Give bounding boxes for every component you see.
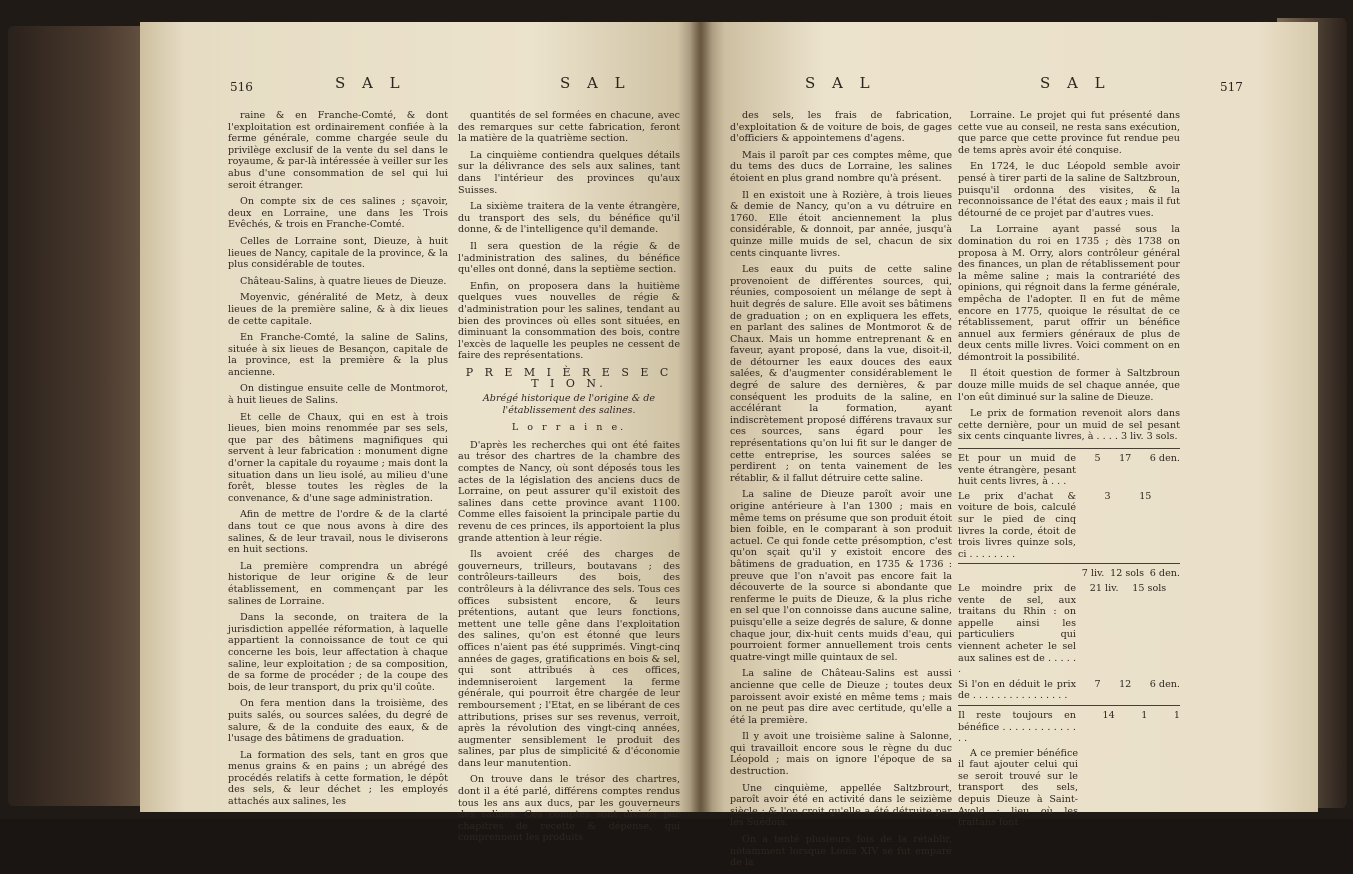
paragraph: On fera mention dans la troisième, des puits salés, ou sources salées, du degré de salure, & de la conduite des eaux, & de l'usage des bâtimens de graduation. bbox=[228, 698, 448, 745]
paragraph: Et celle de Chaux, qui en est à trois lieues, bien moins renommée par ses sels, que par des bâtimens magnifiques qui servent à leur fabrication : monument digne d'orner la capitale du royaume ; mais dont la situation dans un lieu isolé, au milieu d'une forêt, blesse toutes les règles de la convenance, & d'une sage administration. bbox=[228, 411, 448, 504]
paragraph: En 1724, le duc Léopold semble avoir pensé à tirer parti de la saline de Saltzbroun, puisqu'il ordonna des visites, & la reconnoissance de l'état des eaux ; mais il fut détourné de ce projet par d'autres vues. bbox=[958, 161, 1180, 219]
paragraph: La cinquième contiendra quelques détails sur la délivrance des sels aux salines, tant dans l'intérieur des provinces qu'aux Suisses. bbox=[458, 149, 680, 196]
paragraph: Les eaux du puits de cette saline provenoient de différentes sources, qui, réunies, composoient un mélange de sept à huit degrés de salure. Elle avoit ses bâtimens de graduation ; on en expliquera les effets, en parlant des salines de Montmorot & de Chaux. Mais un homme entreprenant & en faveur, ayant proposé, dans la vue, disoit-il, de détourner les eaux douces des eaux salées, & d'augmenter considérablement le degré de salure des dernières, & par conséquent les produits de la saline, en accélérant la formation, ayant indiscrètement proposé différens travaux sur ces sources, sans égard pour les représentations qu'on lui fit sur le danger de cette entreprise, les sources salées se perdirent ; on tenta vainement de les rétablir, & il fallut détruire cette saline. bbox=[730, 264, 952, 484]
book-cover-left bbox=[8, 26, 158, 806]
section-title: P R E M I È R E S E C T I O N. bbox=[465, 365, 673, 391]
price-row: Le moindre prix de vente de sel, aux traitans du Rhin : on appelle ainsi les particuliers qui viennent acheter le sel aux salines est de . . . . . . 21 liv. 15 sols bbox=[958, 582, 1167, 676]
running-head-left-2: S A L bbox=[560, 74, 631, 92]
paragraph: Dans la seconde, on traitera de la jurisdiction appellée réformation, à laquelle appartient la connoissance de tout ce qui concerne les bois, leur affectation à chaque saline, leur exploitation ; de sa composition, de sa forme de procéder ; de la coupe des bois, de leur transport, du prix qu'il coûte. bbox=[228, 612, 448, 693]
running-head-left-1: S A L bbox=[335, 74, 406, 92]
running-head-right-2: S A L bbox=[1040, 74, 1111, 92]
price-row: Et pour un muid de vente étrangère, pesant huit cents livres, à . . . 5 17 6 den. bbox=[958, 453, 1180, 488]
right-page bbox=[700, 22, 1318, 869]
page-number-left: 516 bbox=[230, 80, 253, 94]
running-head-right-1: S A L bbox=[805, 74, 876, 92]
paragraph: Moyenvic, généralité de Metz, à deux lieues de la première saline, & à dix lieues de cette capitale. bbox=[228, 292, 448, 327]
paragraph: Il y avoit une troisième saline à Salonne, qui travailloit encore sous le règne du duc Léopold ; mais on ignore l'époque de sa destruction. bbox=[730, 731, 952, 778]
paragraph: Le prix de formation revenoit alors dans cette dernière, pour un muid de sel pesant six cents cinquante livres, à . . . . 3 liv. 3 sols. bbox=[958, 408, 1180, 443]
paragraph: Une cinquième, appellée Saltzbrourt, paroît avoir été en activité dans le seizième siècle ; & l'on croit qu'elle a été détruite par les Suédois. bbox=[730, 782, 952, 829]
paragraph: Il étoit question de former à Saltzbroun douze mille muids de sel chaque année, que l'on eût diminué sur la saline de Dieuze. bbox=[958, 368, 1180, 403]
page-number-right: 517 bbox=[1220, 80, 1243, 94]
section-subtitle: Abrégé historique de l'origine & de l'établissement des salines. bbox=[482, 393, 656, 416]
paragraph: Ils avoient créé des charges de gouverneurs, trilleurs, boutavans ; des contrôleurs-tailleurs des bois, des contrôleurs à la délivrance des sels. Tous ces offices subsistent encore, & leurs prétentions, autant que leurs fonctions, mettent une telle gêne dans l'exploitation des salines, qu'on est étonné que leurs offices n'aient pas été supprimés. Vingt-cinq années de gages, gratifications en bois & sel, qui sont attribués à ces offices, indemniseroient largement la ferme générale, qui pourroit être chargée de leur remboursement ; l'Etat, en se libérant de ces attributions, prises sur ses revenus, verroit, après la révolution des vingt-cinq années, augmenter sensiblement le produit des salines, par plus de simplicité & d'économie dans leur manutention. bbox=[458, 549, 680, 769]
paragraph: A ce premier bénéfice il faut ajouter celui qui se seroit trouvé sur le transport des sels, depuis Dieuze à Saint-Avold : lieu où les traitans font bbox=[958, 747, 1078, 829]
price-result-row: Il reste toujours en bénéfice . . . . . . . . . . . . . . 14 1 1 bbox=[958, 709, 1180, 745]
paragraph: des sels, les frais de fabrication, d'exploitation & de voiture de bois, de gages d'officiers & appointemens d'agens. bbox=[730, 110, 952, 145]
paragraph: La saline de Château-Salins est aussi ancienne que celle de Dieuze ; toutes deux paroissent avoir existé en même tems ; mais on ne peut pas dire avec certitude, qu'elle a été la première. bbox=[730, 668, 952, 726]
paragraph: Château-Salins, à quatre lieues de Dieuze. bbox=[240, 275, 447, 287]
column-2 bbox=[458, 110, 680, 849]
price-row: Si l'on en déduit le prix de . . . . . . . . . . . . . . . . 7 12 6 den. bbox=[958, 678, 1180, 702]
paragraph: La formation des sels, tant en gros que menus grains & en pains ; un abrégé des procédés relatifs à cette formation, le dépôt des sels, & leur déchet ; les employés attachés aux salines, les bbox=[228, 749, 448, 808]
paragraph: On distingue ensuite celle de Montmorot, à huit lieues de Salins. bbox=[228, 383, 448, 407]
paragraph: raine & en Franche-Comté, & dont l'exploitation est ordinairement confiée à la ferme générale, comme chargée seule du privilège exclusif de la vente du sel dans le royaume, & par-là intéressée à veiller sur les abus d'une consommation de sel qui lui seroit étranger. bbox=[228, 110, 448, 191]
paragraph: Enfin, on proposera dans la huitième quelques vues nouvelles de régie & d'administration pour les salines, tendant au bien des provinces où elles sont situées, en diminuant la consommation des bois, contre l'excès de laquelle les peuples ne cessent de faire des représentations. bbox=[458, 280, 680, 362]
divider bbox=[958, 563, 1180, 564]
paragraph: En Franche-Comté, la saline de Salins, située à six lieues de Besançon, capitale de la province, est la première & la plus ancienne. bbox=[228, 332, 448, 378]
paragraph: La sixième traitera de la vente étrangère, du transport des sels, du bénéfice qu'il donne, & de l'intelligence qu'il demande. bbox=[458, 201, 680, 236]
column-4 bbox=[958, 110, 1180, 834]
paragraph: Afin de mettre de l'ordre & de la clarté dans tout ce que nous avons à dire des salines, & de leur travail, nous le diviserons en huit sections. bbox=[228, 509, 448, 556]
paragraph: La première comprendra un abrégé historique de leur origine & de leur établissement, en commençant par les salines de Lorraine. bbox=[228, 560, 448, 607]
region-heading: L o r r a i n e. bbox=[511, 422, 627, 434]
price-row: Le prix d'achat & voiture de bois, calculé sur le pied de cinq livres la corde, étoit de trois livres quinze sols, ci . . . . . . . . 3 15 bbox=[958, 490, 1152, 560]
paragraph: On a tenté plusieurs fois de la rétablir, notamment lorsque Louis XIV se fut emparé de la bbox=[730, 834, 952, 869]
paragraph: On trouve dans le trésor des chartres, dont il a été parlé, différens comptes rendus tous les ans aux ducs, par les gouverneurs des salines. Ces comptes sont divisés par chapitres de recette & dépense, qui comprennent les produits bbox=[458, 774, 680, 844]
paragraph: Mais il paroît par ces comptes même, que du tems des ducs de Lorraine, les salines étoient en plus grand nombre qu'à présent. bbox=[730, 149, 952, 184]
paragraph: Lorraine. Le projet qui fut présenté dans cette vue au conseil, ne resta sans exécution, que parce que cette province fut rendue peu de tems après avoir été conquise. bbox=[958, 110, 1180, 156]
divider bbox=[958, 705, 1180, 706]
left-page bbox=[140, 22, 700, 844]
divider bbox=[958, 448, 1180, 449]
price-total-row: 7 liv. 12 sols 6 den. bbox=[1081, 568, 1180, 580]
paragraph: Il sera question de la régie & de l'administration des salines, du bénéfice qu'elles ont donné, dans la septième section. bbox=[458, 240, 680, 276]
column-3 bbox=[730, 110, 952, 874]
paragraph: La Lorraine ayant passé sous la domination du roi en 1735 ; dès 1738 on proposa à M. Orry, alors contrôleur général des finances, un plan de rétablissement pour la même saline ; mais la contrariété des opinions, qui régnoit dans la ferme générale, empêcha de l'adopter. Il en fut de même encore en 1775, quoique le résultat de ce rétablissement, parut offrir un bénéfice annuel aux fermiers généraux de plus de deux cents mille livres. Voici comment on en démontroit la possibilité. bbox=[958, 224, 1180, 363]
paragraph: D'après les recherches qui ont été faites au trésor des chartres de la chambre des comptes de Nancy, où sont déposés tous les actes de la législation des anciens ducs de Lorraine, on peut assurer qu'il existoit des salines dans cette province avant 1100. Comme elles faisoient la principale partie du revenu de ces princes, ils apportoient la plus grande attention à leur régie. bbox=[458, 439, 680, 544]
paragraph: La saline de Dieuze paroît avoir une origine antérieure à l'an 1300 ; mais en même tems on présume que son produit étoit bien foible, en le comparant à son produit actuel. Ce qui fonde cette présomption, c'est qu'on sçait qu'il y existoit encore des bâtimens de graduation, en 1735 & 1736 : preuve que l'on n'avoit pas encore fait la découverte de la source si abondante que renferme le puits de Dieuze, & la plus riche en sel que l'on connoisse dans aucune saline, puisqu'elle a seize degrés de salure, & donne chaque jour, dix-huit cents muids d'eau, qui pourroient former annuellement trois cents quatre-vingt mille quintaux de sel. bbox=[730, 489, 952, 663]
book-gutter bbox=[690, 22, 712, 812]
paragraph: On compte six de ces salines ; sçavoir, deux en Lorraine, une dans les Trois Evêchés, & trois en Franche-Comté. bbox=[228, 196, 448, 231]
column-1 bbox=[228, 110, 448, 813]
paragraph: Il en existoit une à Rozière, à trois lieues & demie de Nancy, qu'on a vu détruire en 1760. Elle étoit anciennement la plus considérable, & donnoit, par année, jusqu'à quinze mille muids de sel, chacun de six cents cinquante livres. bbox=[730, 189, 952, 259]
paragraph: Celles de Lorraine sont, Dieuze, à huit lieues de Nancy, capitale de la province, & la plus considérable de toutes. bbox=[228, 235, 448, 271]
paragraph: quantités de sel formées en chacune, avec des remarques sur cette fabrication, feront la matière de la quatrième section. bbox=[458, 110, 680, 145]
